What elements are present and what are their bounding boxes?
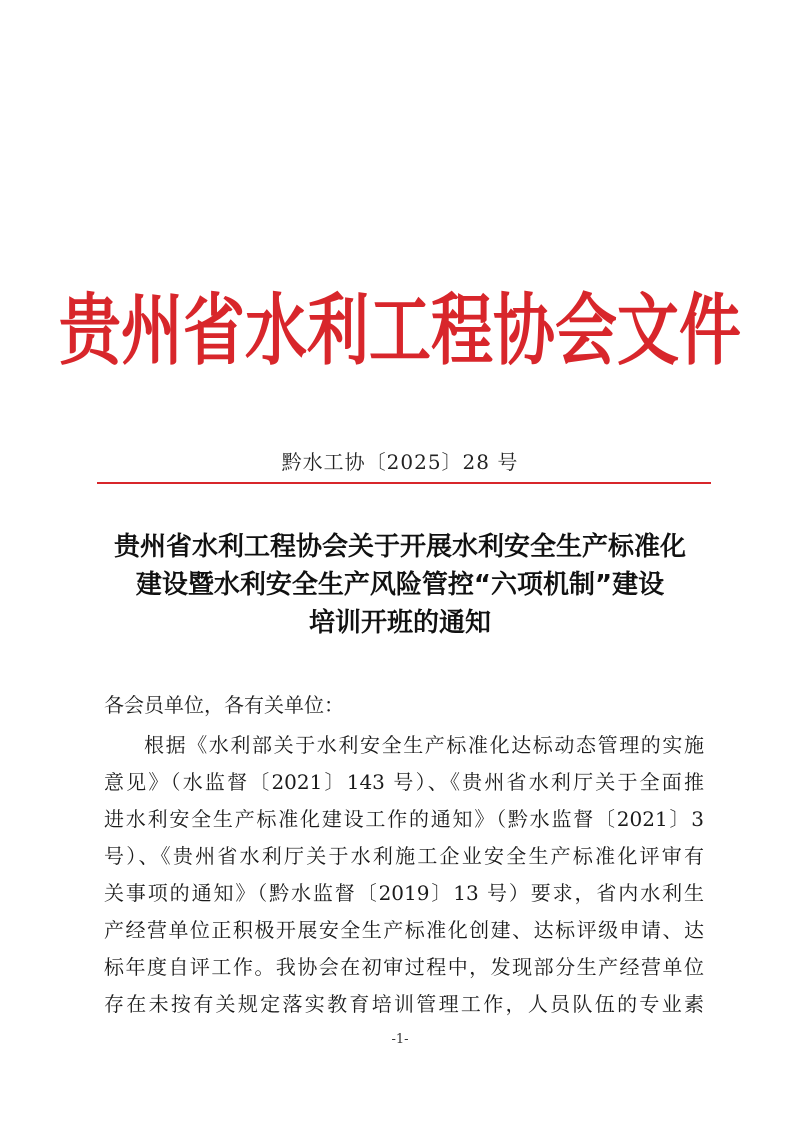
body-paragraph — [104, 727, 704, 1023]
body-line: 意见》（水监督〔2021〕143 号）、《贵州省水利厅关于全面推 — [104, 770, 704, 794]
notice-title — [90, 528, 710, 642]
page-number: -1- — [391, 1032, 409, 1047]
body-line: 号）、《贵州省水利厅关于水利施工企业安全生产标准化评审有 — [104, 844, 704, 868]
body-line: 关事项的通知》（黔水监督〔2019〕13 号）要求，省内水利生 — [104, 881, 704, 905]
title-line: 贵州省水利工程协会关于开展水利安全生产标准化 — [113, 532, 686, 562]
salutation: 各会员单位，各有关单位： — [104, 693, 344, 717]
body-line: 根据《水利部关于水利安全生产标准化达标动态管理的实施 — [144, 733, 704, 757]
body-line: 产经营单位正积极开展安全生产标准化创建、达标评级申请、达 — [104, 918, 704, 942]
body-line: 进水利安全生产标准化建设工作的通知》（黔水监督〔2021〕3 — [104, 807, 704, 831]
body-line: 存在未按有关规定落实教育培训管理工作，人员队伍的专业素 — [104, 992, 704, 1016]
title-line: 培训开班的通知 — [308, 608, 491, 638]
title-line: 建设暨水利安全生产风险管控“六项机制”建设 — [135, 570, 665, 600]
red-divider-line — [97, 482, 711, 484]
masthead-title: 贵州省水利工程协会文件 — [58, 284, 741, 376]
body-line: 标年度自评工作。我协会在初审过程中，发现部分生产经营单位 — [104, 955, 704, 979]
document-number: 黔水工协〔2025〕28 号 — [281, 450, 519, 474]
